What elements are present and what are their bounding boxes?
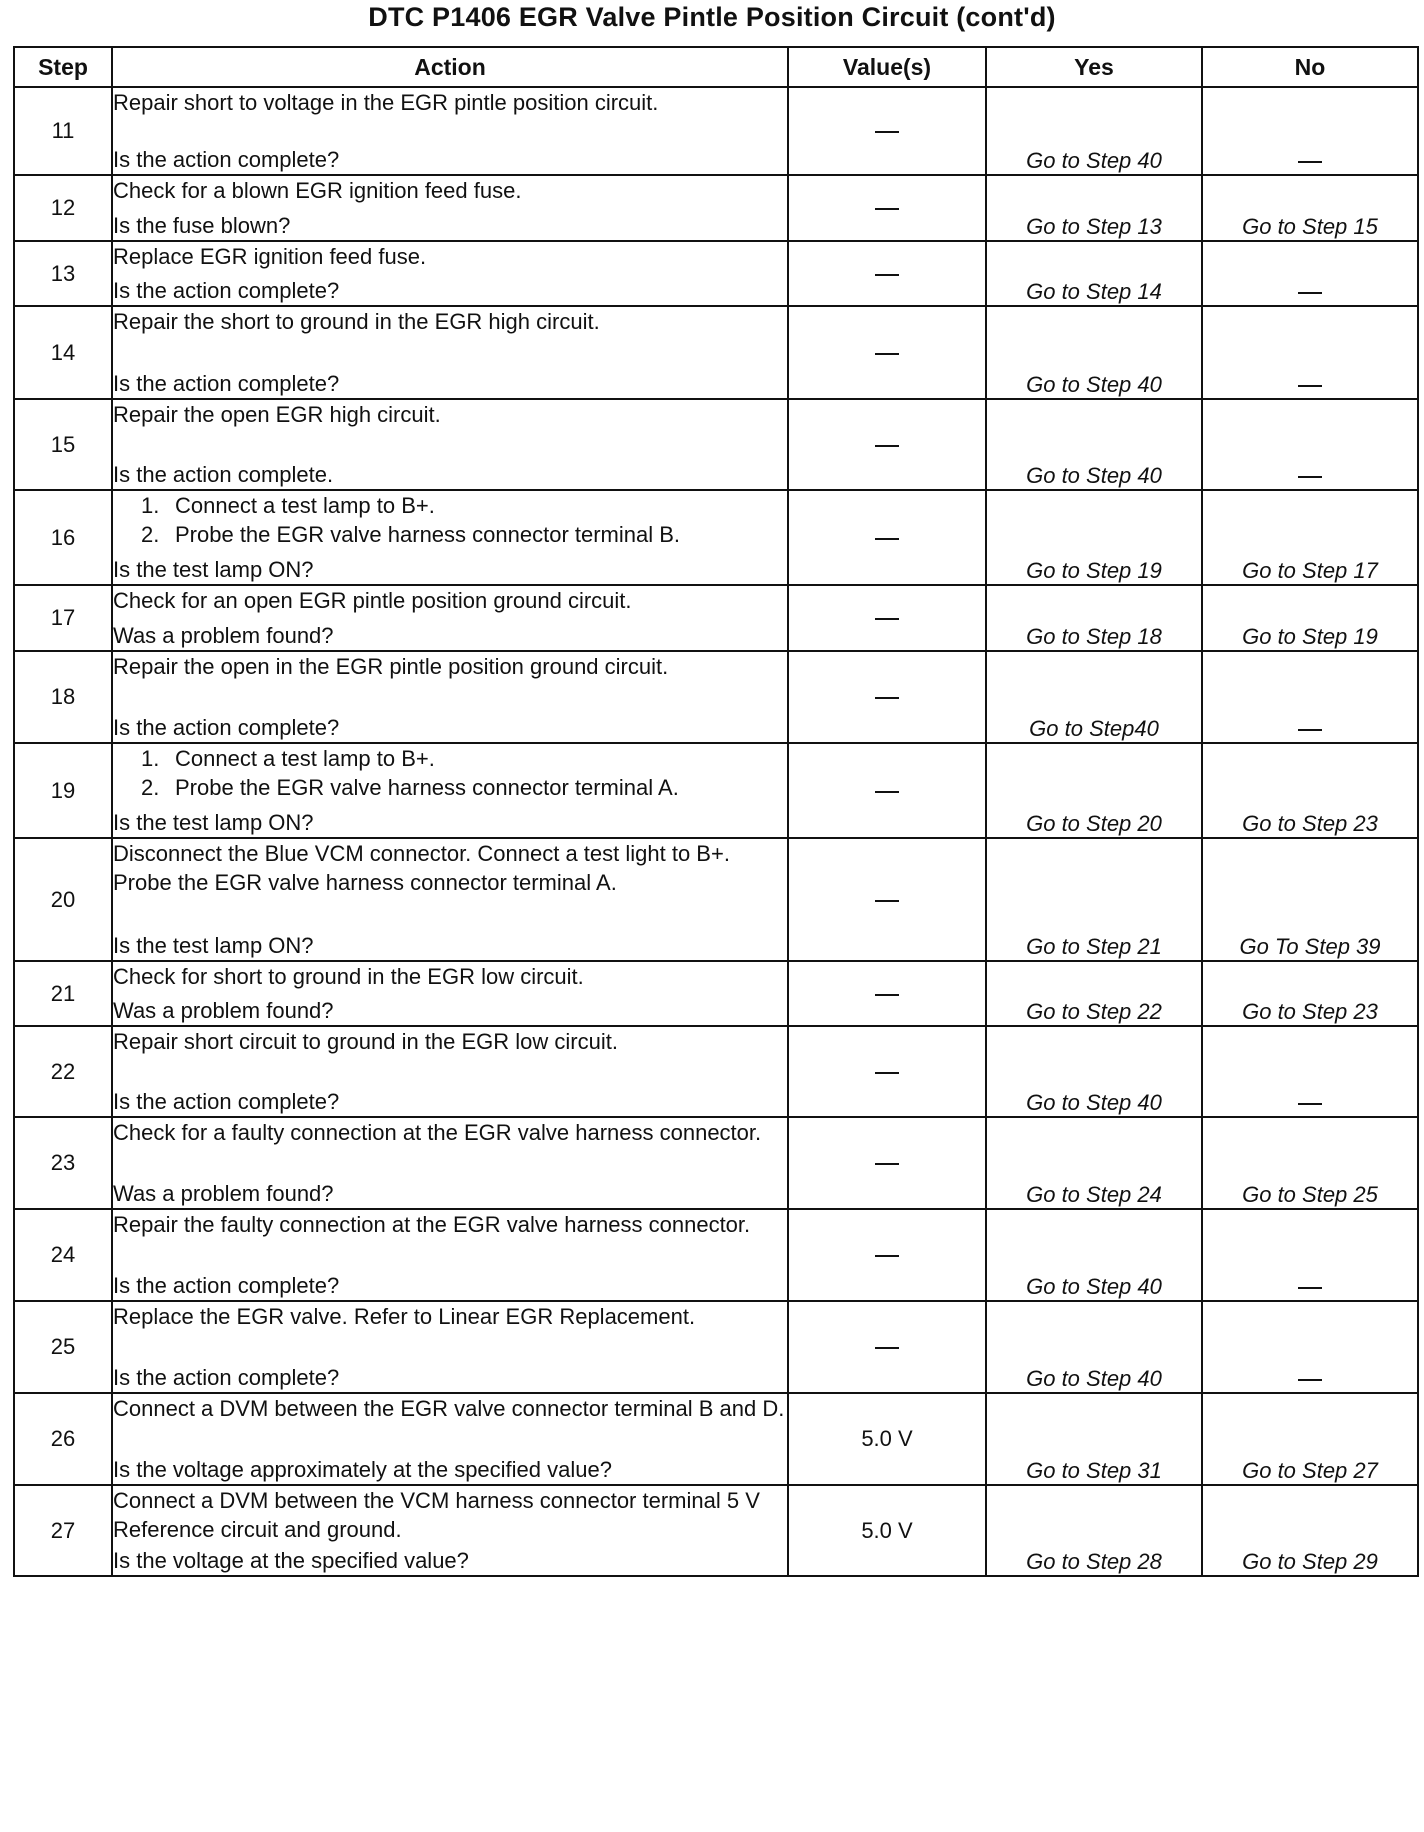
action-cell	[112, 399, 788, 490]
step-number: 13	[14, 241, 112, 306]
header-yes: Yes	[986, 47, 1202, 87]
yes-cell	[986, 306, 1202, 399]
action-cell	[112, 241, 788, 306]
table-row	[14, 961, 1418, 1026]
spacer	[113, 1239, 787, 1271]
action-text: Connect a DVM between the EGR valve connector terminal B and D.	[113, 1396, 785, 1421]
action-text: Repair the open EGR high circuit.	[113, 402, 441, 427]
dash-mark	[875, 274, 899, 276]
dash-mark	[875, 538, 899, 540]
action-text: Check for a faulty connection at the EGR valve harness connector.	[113, 1120, 762, 1145]
step-number: 12	[14, 175, 112, 241]
action-question: Is the voltage at the specified value?	[113, 1547, 469, 1573]
yes-cell	[986, 1209, 1202, 1301]
table-row	[14, 87, 1418, 175]
dash-mark	[875, 994, 899, 996]
yes-cell	[986, 1117, 1202, 1209]
cell-text: Go to Step 28	[1026, 1549, 1162, 1574]
yes-cell	[986, 399, 1202, 490]
step-number: 19	[14, 743, 112, 838]
value-cell	[788, 838, 986, 961]
header-step: Step	[14, 47, 112, 87]
diagnostic-table	[13, 46, 1419, 1577]
header-no: No	[1202, 47, 1418, 87]
cell-text: Go to Step 40	[1026, 463, 1162, 488]
action-content	[113, 1210, 787, 1300]
spacer	[113, 1056, 787, 1087]
cell-text: Go to Step 21	[1026, 934, 1162, 959]
no-cell	[1202, 1117, 1418, 1209]
value-cell	[788, 1026, 986, 1117]
value-cell	[788, 743, 986, 838]
numbered-item	[113, 773, 787, 802]
action-content	[113, 1302, 787, 1392]
action-text: Repair short circuit to ground in the EGR low circuit.	[113, 1029, 618, 1054]
no-cell	[1202, 651, 1418, 743]
cell-text: Go to Step 29	[1242, 1549, 1378, 1574]
value-cell	[788, 87, 986, 175]
no-cell	[1202, 1485, 1418, 1576]
cell-text: Go to Step 27	[1242, 1458, 1378, 1483]
action-text: Repair the short to ground in the EGR high circuit.	[113, 309, 600, 334]
yes-cell	[986, 1393, 1202, 1485]
no-cell	[1202, 838, 1418, 961]
dash-mark	[1298, 729, 1322, 731]
cell-text: 5.0 V	[861, 1426, 913, 1451]
action-content	[113, 1118, 787, 1208]
table-row	[14, 651, 1418, 743]
action-cell	[112, 651, 788, 743]
cell-text: Go to Step 13	[1026, 214, 1162, 239]
cell-text: Go to Step 31	[1026, 1458, 1162, 1483]
action-question: Is the action complete?	[113, 370, 340, 396]
cell-text: Go to Step 22	[1026, 999, 1162, 1024]
numbered-item	[113, 744, 787, 773]
action-cell	[112, 1393, 788, 1485]
spacer	[113, 1147, 787, 1179]
step-number: 14	[14, 306, 112, 399]
action-text: Disconnect the Blue VCM connector. Connect a test light to B+.	[113, 841, 730, 866]
step-number: 26	[14, 1393, 112, 1485]
table-row	[14, 585, 1418, 651]
action-question: Is the action complete.	[113, 461, 334, 487]
dash-mark	[875, 900, 899, 902]
dash-mark	[1298, 1103, 1322, 1105]
action-text: Probe the EGR valve harness connector terminal A.	[113, 870, 617, 896]
no-cell	[1202, 175, 1418, 241]
no-cell	[1202, 1209, 1418, 1301]
cell-text: Go To Step 39	[1239, 934, 1381, 959]
dash-mark	[1298, 385, 1322, 387]
cell-text: Go to Step 15	[1242, 214, 1378, 239]
step-number: 27	[14, 1485, 112, 1576]
dash-mark	[1298, 161, 1322, 163]
cell-text: Go to Step 40	[1026, 1366, 1162, 1391]
action-content	[113, 400, 787, 489]
cell-text: Go to Step 40	[1026, 148, 1162, 173]
no-cell	[1202, 87, 1418, 175]
action-cell	[112, 87, 788, 175]
action-question: Was a problem found?	[113, 622, 334, 648]
action-question: Was a problem found?	[113, 1180, 334, 1206]
table-row	[14, 1209, 1418, 1301]
action-content	[113, 88, 787, 174]
dash-mark	[1298, 1379, 1322, 1381]
item-text: Connect a test lamp to B+.	[175, 746, 435, 771]
action-text: Check for short to ground in the EGR low circuit.	[113, 964, 584, 989]
item-number: 1.	[141, 493, 160, 518]
value-cell	[788, 961, 986, 1026]
dash-mark	[875, 445, 899, 447]
step-number: 11	[14, 87, 112, 175]
item-text: Connect a test lamp to B+.	[175, 493, 435, 518]
yes-cell	[986, 651, 1202, 743]
cell-text: Go to Step 40	[1026, 372, 1162, 397]
page-title: DTC P1406 EGR Valve Pintle Position Circuit (cont'd)	[368, 2, 1056, 32]
spacer	[113, 429, 787, 460]
no-cell	[1202, 585, 1418, 651]
header-action: Action	[112, 47, 788, 87]
value-cell	[788, 1117, 986, 1209]
action-question: Is the action complete?	[113, 714, 340, 740]
action-cell	[112, 1209, 788, 1301]
yes-cell	[986, 585, 1202, 651]
cell-text: Go to Step 19	[1026, 558, 1162, 583]
action-text: Replace EGR ignition feed fuse.	[113, 244, 427, 269]
action-text: Repair the faulty connection at the EGR valve harness connector.	[113, 1212, 751, 1237]
table-row	[14, 490, 1418, 585]
yes-cell	[986, 1301, 1202, 1393]
cell-text: Go to Step 23	[1242, 811, 1378, 836]
dash-mark	[875, 1163, 899, 1165]
action-text: Check for a blown EGR ignition feed fuse.	[113, 178, 522, 203]
action-text: Repair the open in the EGR pintle position ground circuit.	[113, 654, 669, 679]
action-cell	[112, 1026, 788, 1117]
dash-mark	[875, 1255, 899, 1257]
spacer	[113, 897, 787, 931]
action-content	[113, 744, 787, 837]
yes-cell	[986, 175, 1202, 241]
numbered-item	[113, 520, 787, 549]
no-cell	[1202, 1301, 1418, 1393]
cell-text: Go to Step 25	[1242, 1182, 1378, 1207]
step-number: 25	[14, 1301, 112, 1393]
action-cell	[112, 585, 788, 651]
cell-text: 5.0 V	[861, 1517, 913, 1543]
dash-mark	[875, 208, 899, 210]
action-question: Is the action complete?	[113, 1088, 340, 1114]
step-number: 22	[14, 1026, 112, 1117]
step-number: 24	[14, 1209, 112, 1301]
action-cell	[112, 490, 788, 585]
action-text: Check for an open EGR pintle position ground circuit.	[113, 588, 632, 613]
value-cell	[788, 1485, 986, 1576]
yes-cell	[986, 1485, 1202, 1576]
action-content	[113, 176, 787, 240]
dash-mark	[875, 353, 899, 355]
action-question: Is the voltage approximately at the specified value?	[113, 1456, 612, 1482]
cell-text: Go to Step 40	[1026, 1090, 1162, 1115]
spacer	[113, 117, 787, 145]
no-cell	[1202, 306, 1418, 399]
yes-cell	[986, 87, 1202, 175]
action-cell	[112, 1117, 788, 1209]
spacer	[113, 336, 787, 369]
cell-text: Go to Step 20	[1026, 811, 1162, 836]
yes-cell	[986, 1026, 1202, 1117]
header-values: Value(s)	[788, 47, 986, 87]
value-cell	[788, 1301, 986, 1393]
step-number: 20	[14, 838, 112, 961]
value-cell	[788, 490, 986, 585]
step-number: 17	[14, 585, 112, 651]
action-content	[113, 1394, 787, 1484]
header-row	[14, 47, 1418, 87]
dash-mark	[875, 1347, 899, 1349]
no-cell	[1202, 1026, 1418, 1117]
cell-text: Go to Step 17	[1242, 558, 1378, 583]
step-number: 15	[14, 399, 112, 490]
value-cell	[788, 651, 986, 743]
cell-text: Go to Step 40	[1026, 1274, 1162, 1299]
item-number: 2.	[141, 775, 160, 801]
yes-cell	[986, 241, 1202, 306]
action-cell	[112, 743, 788, 838]
table-row	[14, 175, 1418, 241]
action-question: Was a problem found?	[113, 997, 334, 1023]
table-row	[14, 743, 1418, 838]
table-row	[14, 306, 1418, 399]
dash-mark	[875, 131, 899, 133]
item-number: 1.	[141, 746, 160, 771]
action-content	[113, 586, 787, 650]
action-content	[113, 652, 787, 742]
action-cell	[112, 961, 788, 1026]
yes-cell	[986, 961, 1202, 1026]
value-cell	[788, 1393, 986, 1485]
action-cell	[112, 1301, 788, 1393]
action-cell	[112, 1485, 788, 1576]
action-text: Replace the EGR valve. Refer to Linear EGR Replacement.	[113, 1304, 696, 1329]
action-question: Is the action complete?	[113, 277, 340, 303]
action-content	[113, 1027, 787, 1116]
action-content	[113, 839, 787, 960]
action-content	[113, 242, 787, 305]
dash-mark	[875, 618, 899, 620]
action-cell	[112, 838, 788, 961]
action-text: Connect a DVM between the VCM harness connector terminal 5 V Reference circuit and ground.	[113, 1488, 760, 1543]
value-cell	[788, 241, 986, 306]
action-content	[113, 491, 787, 584]
value-cell	[788, 1209, 986, 1301]
table-row	[14, 1485, 1418, 1576]
cell-text: Go to Step 19	[1242, 624, 1378, 649]
action-cell	[112, 306, 788, 399]
dash-mark	[1298, 292, 1322, 294]
dash-mark	[875, 697, 899, 699]
step-number: 18	[14, 651, 112, 743]
cell-text: Go to Step 23	[1242, 999, 1378, 1024]
step-number: 21	[14, 961, 112, 1026]
value-cell	[788, 399, 986, 490]
dash-mark	[875, 791, 899, 793]
table-row	[14, 1393, 1418, 1485]
no-cell	[1202, 1393, 1418, 1485]
table-row	[14, 399, 1418, 490]
action-content	[113, 307, 787, 398]
table-row	[14, 241, 1418, 306]
action-question: Is the test lamp ON?	[113, 932, 314, 958]
spacer	[113, 1331, 787, 1363]
cell-text: Go to Step 18	[1026, 624, 1162, 649]
step-number: 16	[14, 490, 112, 585]
yes-cell	[986, 743, 1202, 838]
action-question: Is the test lamp ON?	[113, 556, 314, 582]
cell-text: Go to Step 14	[1026, 279, 1162, 304]
no-cell	[1202, 490, 1418, 585]
yes-cell	[986, 490, 1202, 585]
value-cell	[788, 585, 986, 651]
item-number: 2.	[141, 522, 160, 548]
step-number: 23	[14, 1117, 112, 1209]
dash-mark	[875, 1072, 899, 1074]
no-cell	[1202, 241, 1418, 306]
dash-mark	[1298, 1287, 1322, 1289]
spacer	[113, 681, 787, 713]
value-cell	[788, 306, 986, 399]
no-cell	[1202, 743, 1418, 838]
action-text: Repair short to voltage in the EGR pintle position circuit.	[113, 90, 659, 115]
action-content	[113, 1486, 787, 1575]
item-text: Probe the EGR valve harness connector terminal A.	[175, 775, 679, 801]
action-question: Is the action complete?	[113, 146, 340, 172]
no-cell	[1202, 399, 1418, 490]
action-question: Is the action complete?	[113, 1272, 340, 1298]
table-row	[14, 838, 1418, 961]
table-row	[14, 1117, 1418, 1209]
cell-text: Go to Step 24	[1026, 1182, 1162, 1207]
table-row	[14, 1301, 1418, 1393]
action-question: Is the test lamp ON?	[113, 809, 314, 835]
action-cell	[112, 175, 788, 241]
table-row	[14, 1026, 1418, 1117]
dash-mark	[1298, 476, 1322, 478]
action-question: Is the fuse blown?	[113, 212, 291, 238]
action-question: Is the action complete?	[113, 1364, 340, 1390]
numbered-item	[113, 491, 787, 520]
yes-cell	[986, 838, 1202, 961]
cell-text: Go to Step40	[1029, 716, 1159, 741]
spacer	[113, 1423, 787, 1455]
no-cell	[1202, 961, 1418, 1026]
item-text: Probe the EGR valve harness connector terminal B.	[175, 522, 681, 548]
value-cell	[788, 175, 986, 241]
action-content	[113, 962, 787, 1025]
